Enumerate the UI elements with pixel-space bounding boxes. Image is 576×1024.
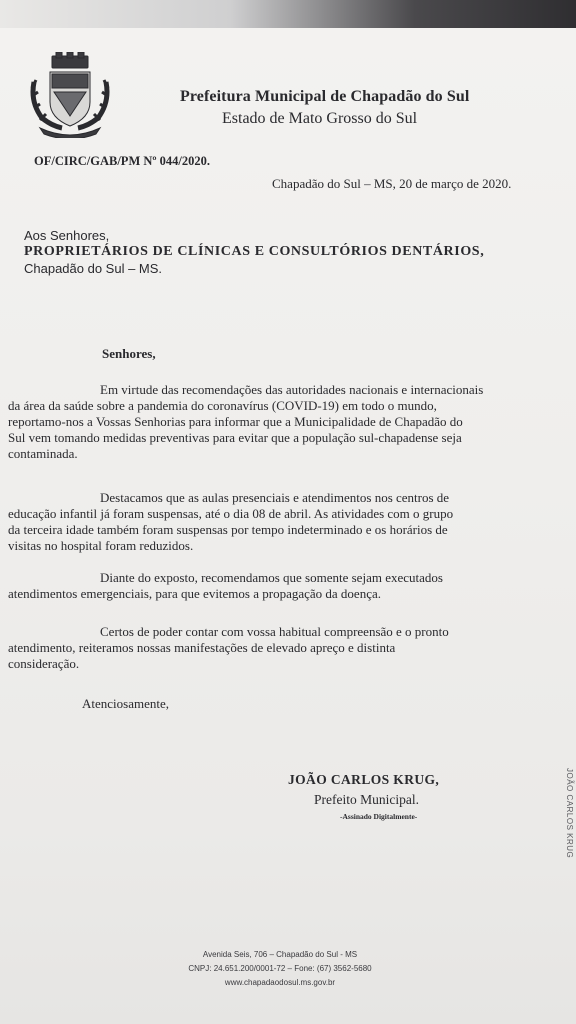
footer-website: www.chapadaodosul.ms.gov.br xyxy=(224,978,336,987)
digital-signature-note: -Assinado Digitalmente- xyxy=(340,812,418,821)
paragraph-line: da terceira idade também foram suspensas por tempo indeterminado e os horários de xyxy=(8,522,448,537)
state-subtitle: Estado de Mato Grosso do Sul xyxy=(222,110,418,127)
paragraph-line: contaminada. xyxy=(8,446,78,461)
municipality-title: Prefeitura Municipal de Chapadão do Sul xyxy=(180,88,470,105)
letter-page xyxy=(0,28,576,1024)
signatory-title: Prefeito Municipal. xyxy=(314,792,419,807)
paragraph-line: visitas no hospital foram reduzidos. xyxy=(8,538,194,553)
paragraph-line: educação infantil já foram suspensas, até o dia 08 de abril. As atividades com o grupo xyxy=(8,506,454,521)
recipients: PROPRIETÁRIOS DE CLÍNICAS E CONSULTÓRIOS DENTÁRIOS, xyxy=(24,244,485,259)
municipal-crest-icon xyxy=(26,52,114,138)
paragraph-2 xyxy=(8,490,546,554)
greeting: Senhores, xyxy=(102,346,156,361)
footer-address: Avenida Seis, 706 – Chapadão do Sul - MS xyxy=(202,950,358,959)
salutation: Aos Senhores, xyxy=(24,228,110,243)
top-shadow xyxy=(0,0,576,28)
letter-reference: OF/CIRC/GAB/PM Nº 044/2020. xyxy=(34,154,210,168)
footer-contact: CNPJ: 24.651.200/0001-72 – Fone: (67) 3562-5680 xyxy=(188,964,372,973)
closing: Atenciosamente, xyxy=(82,696,169,711)
paragraph-line: atendimentos emergenciais, para que evitemos a propagação da doença. xyxy=(8,586,381,601)
paragraph-line: Em virtude das recomendações das autoridades nacionais e internacionais xyxy=(100,382,484,397)
paragraph-line: atendimento, reiteramos nossas manifestações de elevado apreço e distinta xyxy=(8,640,396,655)
paragraph-line: Sul vem tomando medidas preventivas para evitar que a população sul-chapadense seja xyxy=(8,430,462,445)
paragraph-4 xyxy=(8,624,546,672)
paragraph-line: consideração. xyxy=(8,656,80,671)
recipient-city: Chapadão do Sul – MS. xyxy=(24,261,163,276)
paragraph-line: da área da saúde sobre a pandemia do coronavírus (COVID-19) em todo o mundo, xyxy=(8,398,437,413)
paragraph-line: reportamo-nos a Vossas Senhorias para informar que a Municipalidade de Chapadão do xyxy=(8,414,463,429)
paragraph-line: Certos de poder contar com vossa habitual compreensão e o pronto xyxy=(100,624,449,639)
paragraph-line: Destacamos que as aulas presenciais e atendimentos nos centros de xyxy=(100,490,450,505)
edge-bleed-text: JOÃO CARLOS KRUG xyxy=(565,768,574,859)
paragraph-1 xyxy=(8,382,546,462)
letter-dateline: Chapadão do Sul – MS, 20 de março de 2020. xyxy=(272,176,512,191)
paragraph-line: Diante do exposto, recomendamos que somente sejam executados xyxy=(100,570,443,585)
signatory-name: JOÃO CARLOS KRUG, xyxy=(288,772,440,787)
paragraph-3 xyxy=(8,570,546,602)
